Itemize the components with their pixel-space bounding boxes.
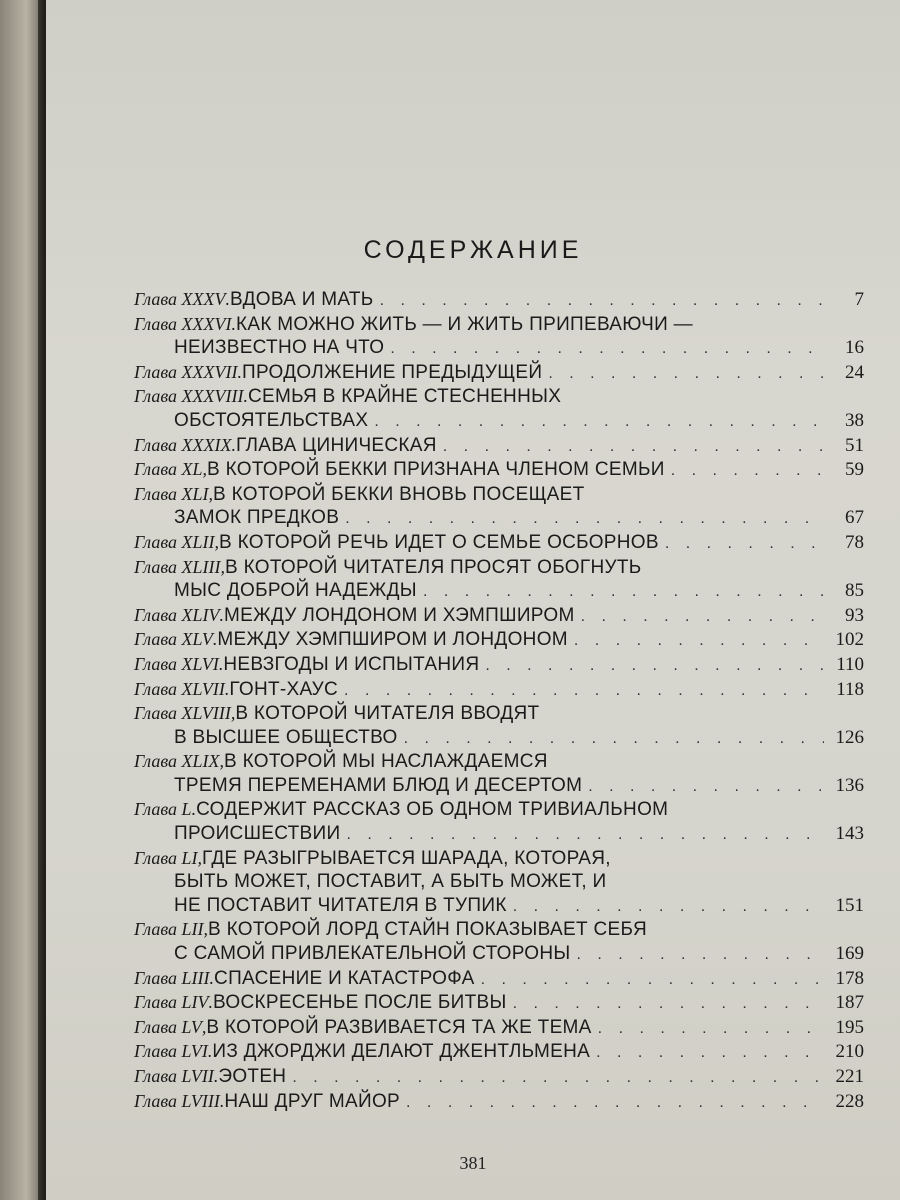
toc-line [134,458,864,483]
toc-line [134,942,864,967]
leader-dots [346,823,824,847]
leader-dots [481,968,824,992]
chapter-number: Глава LV [134,1016,202,1037]
leader-dots [588,775,824,799]
chapter-title: В КОТОРОЙ ЛОРД СТАЙН ПОКАЗЫВАЕТ СЕБЯ [208,919,648,941]
chapter-title: ОБСТОЯТЕЛЬСТВАХ [174,409,369,431]
chapter-number: Глава XXXVIII [134,386,244,407]
toc-line [134,750,864,774]
leader-dots [390,337,824,361]
chapter-number: Глава XXXVI [134,313,232,334]
leader-dots [292,1066,824,1090]
chapter-separator: . [237,361,243,382]
page-ref: 187 [835,992,864,1014]
page-ref: 7 [854,289,864,310]
chapter-separator: , [202,459,208,480]
toc-entry [134,847,864,919]
toc-entry [134,678,864,703]
chapter-title: СПАСЕНИЕ И КАТАСТРОФА [214,967,475,989]
toc-line [134,288,864,313]
toc-entry [134,1016,864,1041]
chapter-title: С САМОЙ ПРИВЛЕКАТЕЛЬНОЙ СТОРОНЫ [174,943,571,965]
chapter-title: СОДЕРЖИТ РАССКАЗ ОБ ОДНОМ ТРИВИАЛЬНОМ [196,799,669,821]
page-title: СОДЕРЖАНИЕ [363,236,583,264]
toc-line [134,678,864,703]
chapter-separator: , [203,919,209,940]
leader-dots [671,459,824,483]
chapter-separator: . [231,434,237,455]
chapter-title: ГЛАВА ЦИНИЧЕСКАЯ [236,434,437,456]
toc-line [134,531,864,556]
leader-dots [574,629,824,653]
toc-entry [134,434,864,459]
chapter-number: Глава XLVIII [134,703,231,724]
toc-line [134,726,864,751]
chapter-title: КАК МОЖНО ЖИТЬ — И ЖИТЬ ПРИПЕВАЮЧИ — [236,313,693,335]
toc-entry [134,458,864,483]
leader-dots [513,895,824,919]
chapter-separator: . [212,629,218,650]
page-ref: 93 [845,604,864,626]
leader-dots [380,289,824,313]
toc-line [134,991,864,1016]
chapter-title: ГДЕ РАЗЫГРЫВАЕТСЯ ШАРАДА, КОТОРАЯ, [202,847,611,869]
chapter-number: Глава XLVI [134,653,219,674]
chapter-number: Глава LVIII [134,1090,220,1111]
chapter-title: В ВЫСШЕЕ ОБЩЕСТВО [174,726,398,748]
toc-line [134,556,864,580]
page-ref: 102 [835,629,864,651]
leader-dots [423,580,824,604]
chapter-title: ПРОДОЛЖЕНИЕ ПРЕДЫДУЩЕЙ [242,361,543,383]
chapter-title: ГОНТ-ХАУС [229,678,339,700]
leader-dots [598,1017,824,1041]
chapter-number: Глава LVI [134,1041,208,1062]
chapter-separator: , [219,751,225,772]
chapter-number: Глава LIII [134,967,210,988]
toc-entry [134,313,864,361]
page-ref: 67 [845,507,864,529]
toc-line [134,870,864,894]
chapter-title: В КОТОРОЙ РЕЧЬ ИДЕТ О СЕМЬЕ ОСБОРНОВ [219,531,659,553]
page-ref: 228 [835,1090,864,1112]
chapter-title: ВДОВА И МАТЬ [230,289,374,310]
toc-line [134,1040,864,1065]
chapter-title: ПРОИСШЕСТВИИ [174,823,341,845]
chapter-number: Глава XXXVII [134,361,238,382]
chapter-separator: , [214,531,220,552]
toc-line [134,434,864,459]
leader-dots [344,679,824,703]
page-ref: 85 [845,580,864,602]
page-ref: 221 [835,1066,864,1087]
toc-entry [134,750,864,798]
chapter-number: Глава LIV [134,992,209,1013]
chapter-title: В КОТОРОЙ РАЗВИВАЕТСЯ ТА ЖЕ ТЕМА [206,1016,592,1038]
chapter-separator: , [230,703,236,724]
chapter-separator: . [209,967,215,988]
toc-entry [134,531,864,556]
bleed-through-text [476,0,900,230]
toc-line [134,1065,864,1090]
chapter-separator: . [225,289,231,309]
chapter-number: Глава L [134,799,192,820]
page-ref: 16 [845,337,864,359]
chapter-separator: . [191,799,197,820]
leader-dots [577,943,824,967]
toc-line [134,918,864,942]
leader-dots [665,532,824,556]
toc-entry [134,991,864,1016]
chapter-title: В КОТОРОЙ МЫ НАСЛАЖДАЕМСЯ [224,751,548,773]
leader-dots [513,992,824,1016]
chapter-title: БЫТЬ МОЖЕТ, ПОСТАВИТ, А БЫТЬ МОЖЕТ, И [174,871,607,893]
chapter-number: Глава XXXV [134,289,226,309]
chapter-separator: , [201,1016,207,1037]
page-ref: 51 [845,434,864,456]
toc-line [134,822,864,847]
page-ref: 195 [835,1016,864,1038]
chapter-separator: . [224,678,230,699]
chapter-number: Глава XLIX [134,751,220,772]
toc-entry [134,385,864,433]
leader-dots [596,1041,824,1065]
chapter-title: В КОТОРОЙ БЕККИ ВНОВЬ ПОСЕЩАЕТ [213,483,585,505]
chapter-title: ТРЕМЯ ПЕРЕМЕНАМИ БЛЮД И ДЕСЕРТОМ [174,774,583,796]
chapter-title: НАШ ДРУГ МАЙОР [224,1090,401,1112]
toc-line [134,483,864,507]
chapter-separator: . [243,386,249,407]
chapter-number: Глава LI [134,847,198,868]
toc-entry [134,604,864,629]
toc-entry [134,628,864,653]
page-ref: 169 [835,943,864,965]
toc-entry [134,1065,864,1090]
chapter-number: Глава XLV [134,629,213,650]
chapter-title: МЕЖДУ ЛОНДОНОМ И ХЭМПШИРОМ [224,604,575,626]
toc-line [134,774,864,799]
leader-dots [443,435,824,459]
chapter-number: Глава LVII [134,1066,214,1086]
toc-line [134,967,864,992]
chapter-separator: . [219,604,225,625]
toc-line [134,847,864,871]
page-ref: 143 [835,823,864,845]
page-ref: 151 [835,894,864,916]
toc-line [134,313,864,337]
chapter-title: СЕМЬЯ В КРАЙНЕ СТЕСНЕННЫХ [248,386,562,408]
chapter-title: ИЗ ДЖОРДЖИ ДЕЛАЮТ ДЖЕНТЛЬМЕНА [212,1041,591,1063]
toc-line [134,579,864,604]
chapter-title: НЕ ПОСТАВИТ ЧИТАТЕЛЯ В ТУПИК [174,894,507,916]
chapter-number: Глава XL [134,459,203,480]
page-ref: 118 [836,678,864,700]
chapter-number: Глава LII [134,919,204,940]
chapter-separator: . [208,992,214,1013]
toc-entry [134,288,864,313]
toc-entry [134,653,864,678]
page-ref: 126 [835,726,864,748]
toc-line [134,1090,864,1115]
chapter-number: Глава XLIV [134,604,220,625]
leader-dots [406,1091,824,1115]
page-ref: 59 [845,459,864,481]
toc-entry [134,1040,864,1065]
toc-line [134,385,864,409]
toc-line [134,653,864,678]
toc-line [134,361,864,386]
page-ref: 38 [845,409,864,431]
toc-entry [134,702,864,750]
page-ref: 178 [835,967,864,989]
toc-entry [134,798,864,846]
toc-entry [134,483,864,531]
toc-entry [134,1090,864,1115]
chapter-separator: , [197,847,203,868]
chapter-separator: , [208,483,214,504]
leader-dots [581,605,824,629]
toc-line [134,798,864,822]
leader-dots [548,362,824,386]
chapter-number: Глава XLI [134,483,209,504]
chapter-title: В КОТОРОЙ ЧИТАТЕЛЯ ВВОДЯТ [235,703,540,725]
toc-entry [134,967,864,992]
chapter-title: НЕИЗВЕСТНО НА ЧТО [174,337,385,359]
book-page [46,0,900,1200]
chapter-separator: . [231,313,237,334]
leader-dots [485,654,824,678]
toc-line [134,409,864,434]
toc-line [134,336,864,361]
page-ref: 136 [835,774,864,796]
page-ref: 110 [836,653,864,675]
chapter-title: ЭОТЕН [218,1066,287,1087]
chapter-separator: . [213,1066,219,1086]
toc-entry [134,361,864,386]
chapter-separator: . [219,1090,225,1111]
chapter-title: ВОСКРЕСЕНЬЕ ПОСЛЕ БИТВЫ [213,992,507,1014]
toc-line [134,506,864,531]
toc-entry [134,918,864,966]
leader-dots [374,410,824,434]
leader-dots [345,507,824,531]
chapter-title: МЕЖДУ ХЭМПШИРОМ И ЛОНДОНОМ [217,629,568,651]
chapter-title: В КОТОРОЙ ЧИТАТЕЛЯ ПРОСЯТ ОБОГНУТЬ [225,556,642,578]
toc-line [134,1016,864,1041]
page-ref: 24 [845,361,864,383]
table-of-contents [134,288,864,1114]
toc-line [134,702,864,726]
leader-dots [404,727,824,751]
toc-line [134,894,864,919]
chapter-separator: . [207,1041,213,1062]
chapter-number: Глава XXXIX [134,434,232,455]
chapter-number: Глава XLIII [134,556,221,577]
chapter-number: Глава XLVII [134,678,225,699]
chapter-title: МЫС ДОБРОЙ НАДЕЖДЫ [174,580,417,602]
page-ref: 210 [835,1041,864,1063]
chapter-title: НЕВЗГОДЫ И ИСПЫТАНИЯ [223,653,480,675]
chapter-separator: , [220,556,226,577]
chapter-title: ЗАМОК ПРЕДКОВ [174,507,340,529]
chapter-title: В КОТОРОЙ БЕККИ ПРИЗНАНА ЧЛЕНОМ СЕМЬИ [207,459,665,481]
chapter-number: Глава XLII [134,531,215,552]
toc-line [134,604,864,629]
toc-line [134,628,864,653]
page-ref: 78 [845,531,864,553]
toc-entry [134,556,864,604]
chapter-separator: . [218,653,224,674]
page-number: 381 [459,1153,487,1173]
